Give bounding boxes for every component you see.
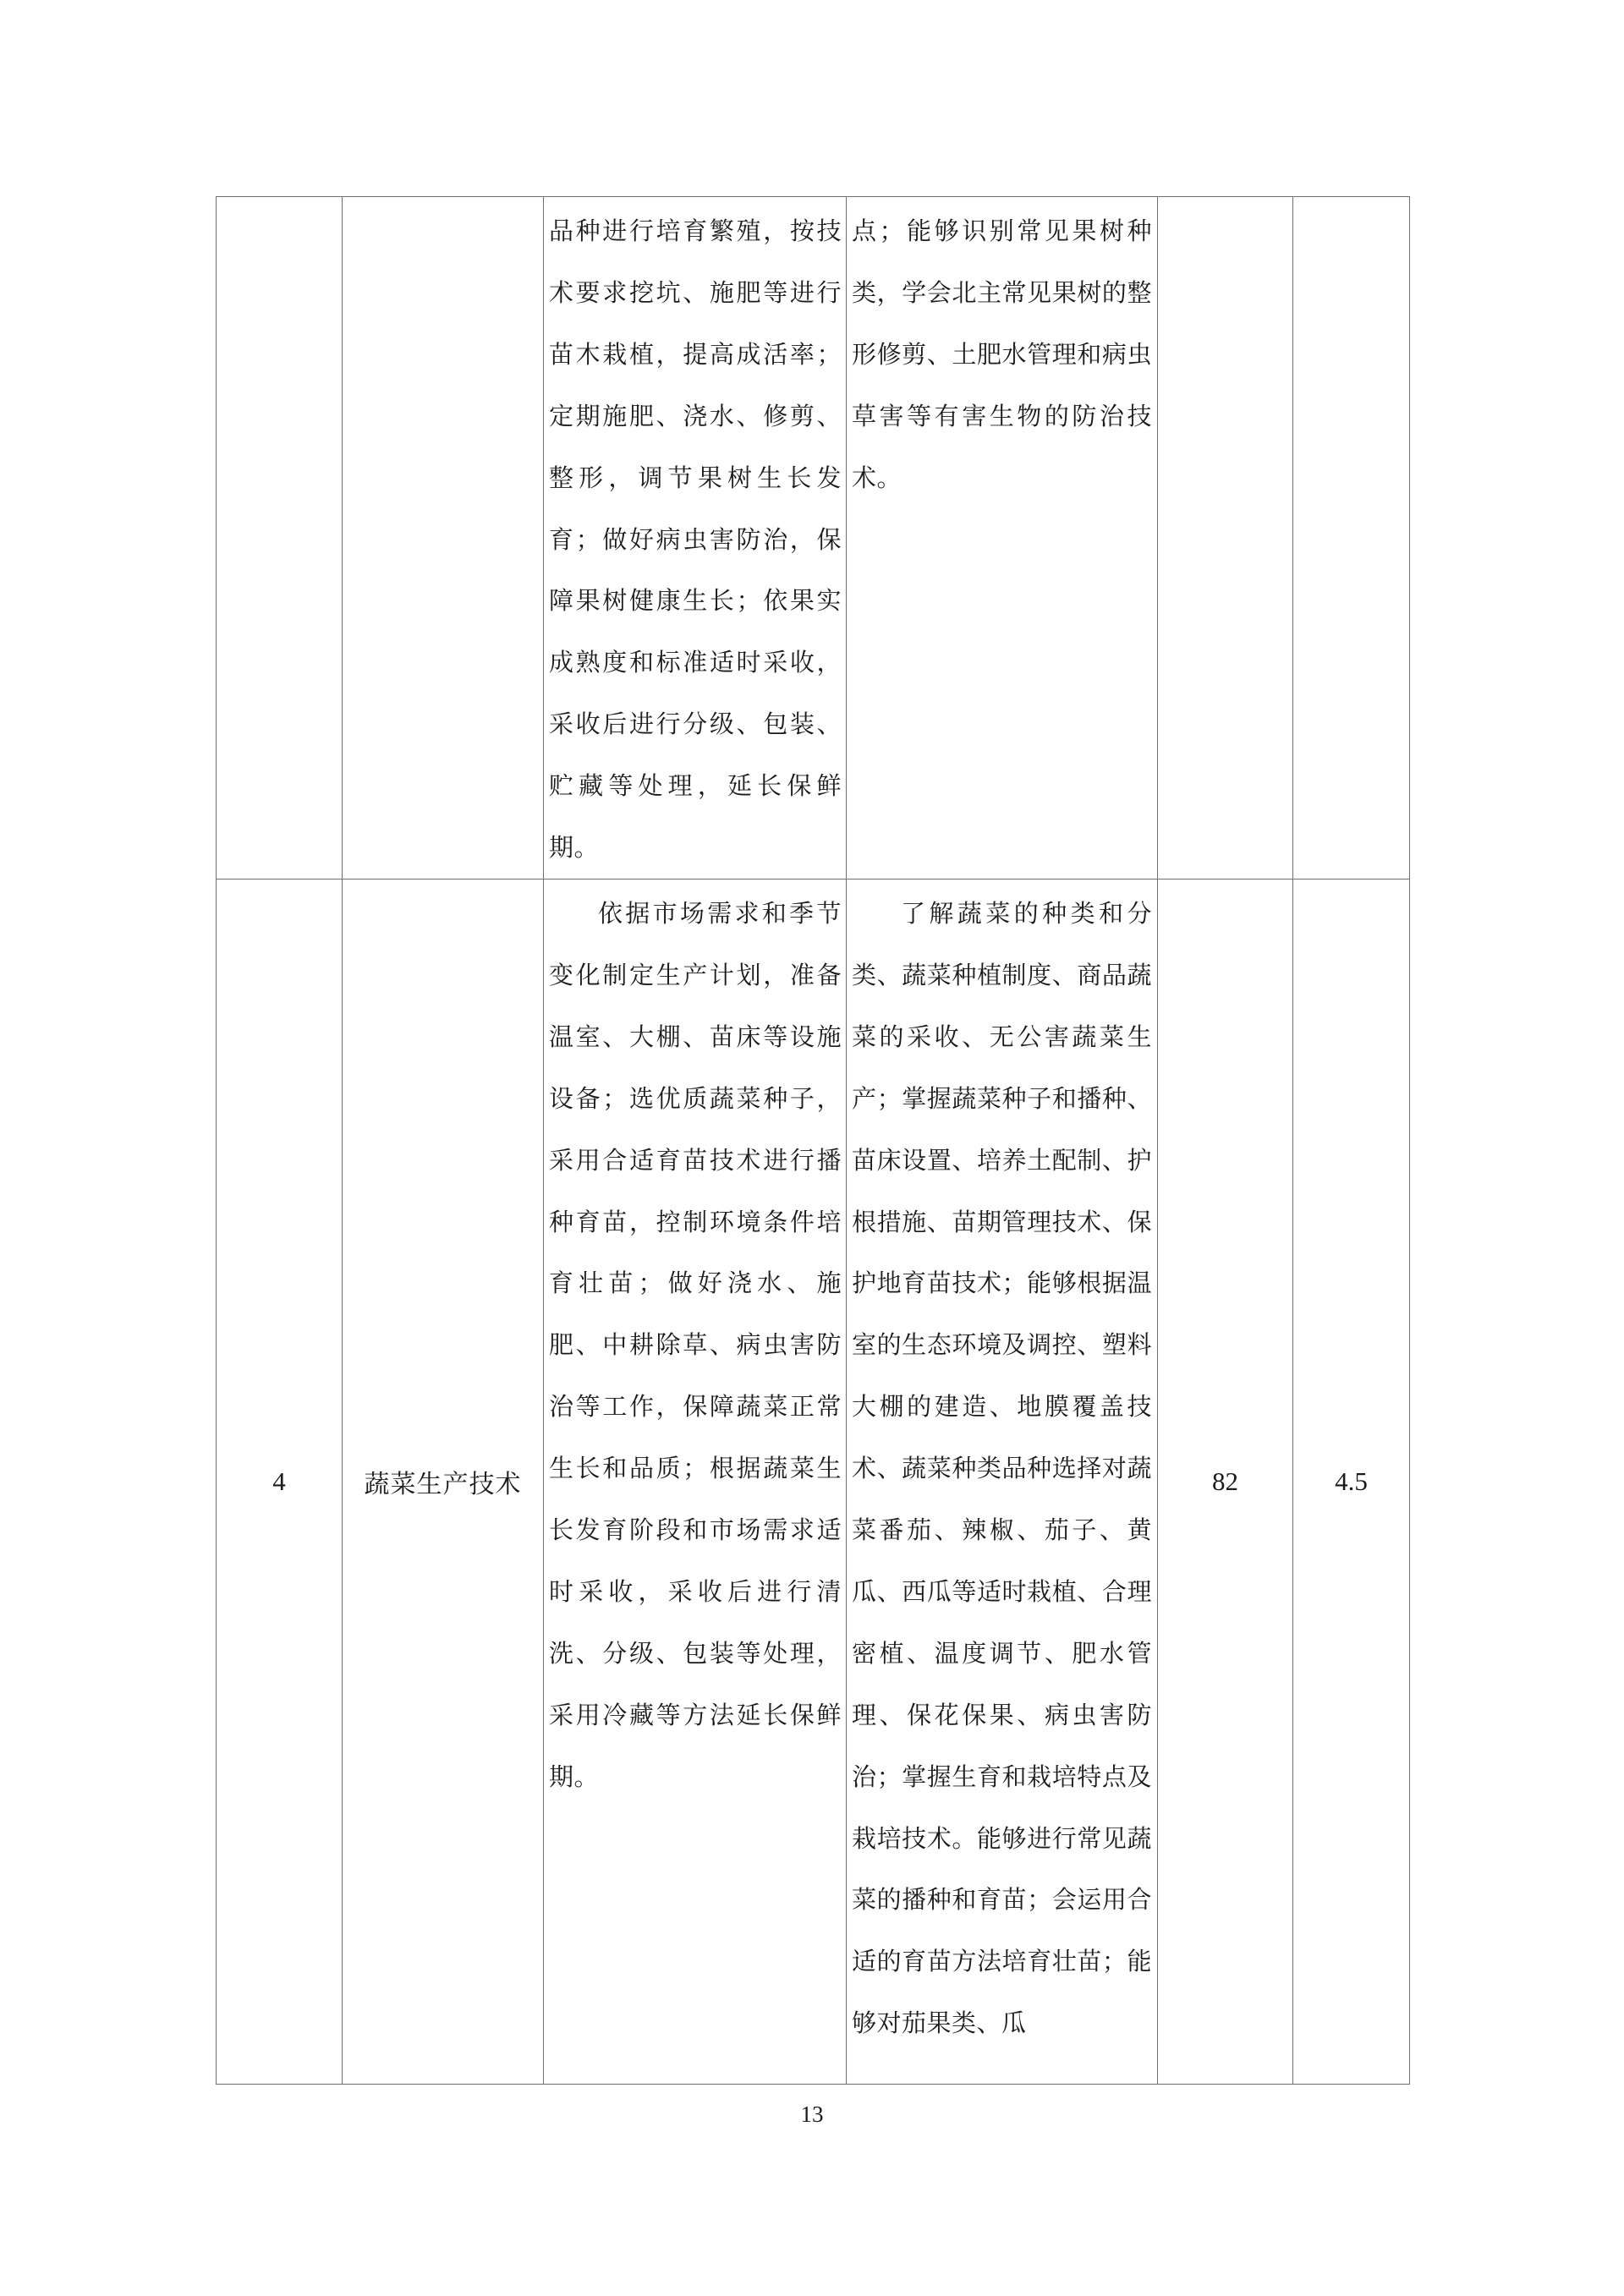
cell-course-name: [343, 197, 544, 879]
page-number: 13: [800, 2101, 824, 2127]
table-row-continuation: [217, 197, 1410, 879]
cell-hours: [1158, 197, 1293, 879]
cell-credits: 4.5: [1293, 879, 1410, 2084]
cell-work-content: [544, 197, 847, 879]
course-table: [216, 196, 1410, 2085]
cell-knowledge-content: [847, 879, 1158, 2084]
cell-number: 4: [217, 879, 343, 2084]
work-content-text: 品种进行培育繁殖，按技术要求挖坑、施肥等进行苗木栽植，提高成活率；定期施肥、浇水、修剪、整形，调节果树生长发育；做好病虫害防治，保障果树健康生长；依果实成熟度和标准适时采收，采收后进行分级、包装、贮藏等处理，延长保鲜期。: [549, 216, 842, 863]
cell-knowledge-content: [847, 197, 1158, 879]
knowledge-content-text: 点；能够识别常见果树种类，学会北主常见果树的整形修剪、土肥水管理和病虫草害等有害生物的防治技术。: [852, 216, 1152, 492]
table-row-vegetable-production: [217, 879, 1410, 2084]
cell-hours: 82: [1158, 879, 1293, 2084]
cell-work-content: [544, 879, 847, 2084]
work-content-text: 依据市场需求和季节变化制定生产计划，准备温室、大棚、苗床等设施设备；选优质蔬菜种子，采用合适育苗技术进行播种育苗，控制环境条件培育壮苗；做好浇水、施肥、中耕除草、病虫害防治等工作，保障蔬菜正常生长和品质；根据蔬菜生长发育阶段和市场需求适时采收，采收后进行清洗、分级、包装等处理，采用冷藏等方法延长保鲜期。: [549, 898, 842, 1791]
knowledge-content-text: 了解蔬菜的种类和分类、蔬菜种植制度、商品蔬菜的采收、无公害蔬菜生产；掌握蔬菜种子和播种、苗床设置、培养土配制、护根措施、苗期管理技术、保护地育苗技术；能够根据温室的生态环境及调控、塑料大棚的建造、地膜覆盖技术、蔬菜种类品种选择对蔬菜番茄、辣椒、茄子、黄瓜、西瓜等适时栽植、合理密植、温度调节、肥水管理、保花保果、病虫害防治；掌握生育和栽培特点及栽培技术。能够进行常见蔬菜的播种和育苗；会运用合适的育苗方法培育壮苗；能够对茄果类、瓜: [852, 898, 1152, 2038]
cell-course-name: 蔬菜生产技术: [343, 879, 544, 2084]
cell-number: [217, 197, 343, 879]
cell-credits: [1293, 197, 1410, 879]
